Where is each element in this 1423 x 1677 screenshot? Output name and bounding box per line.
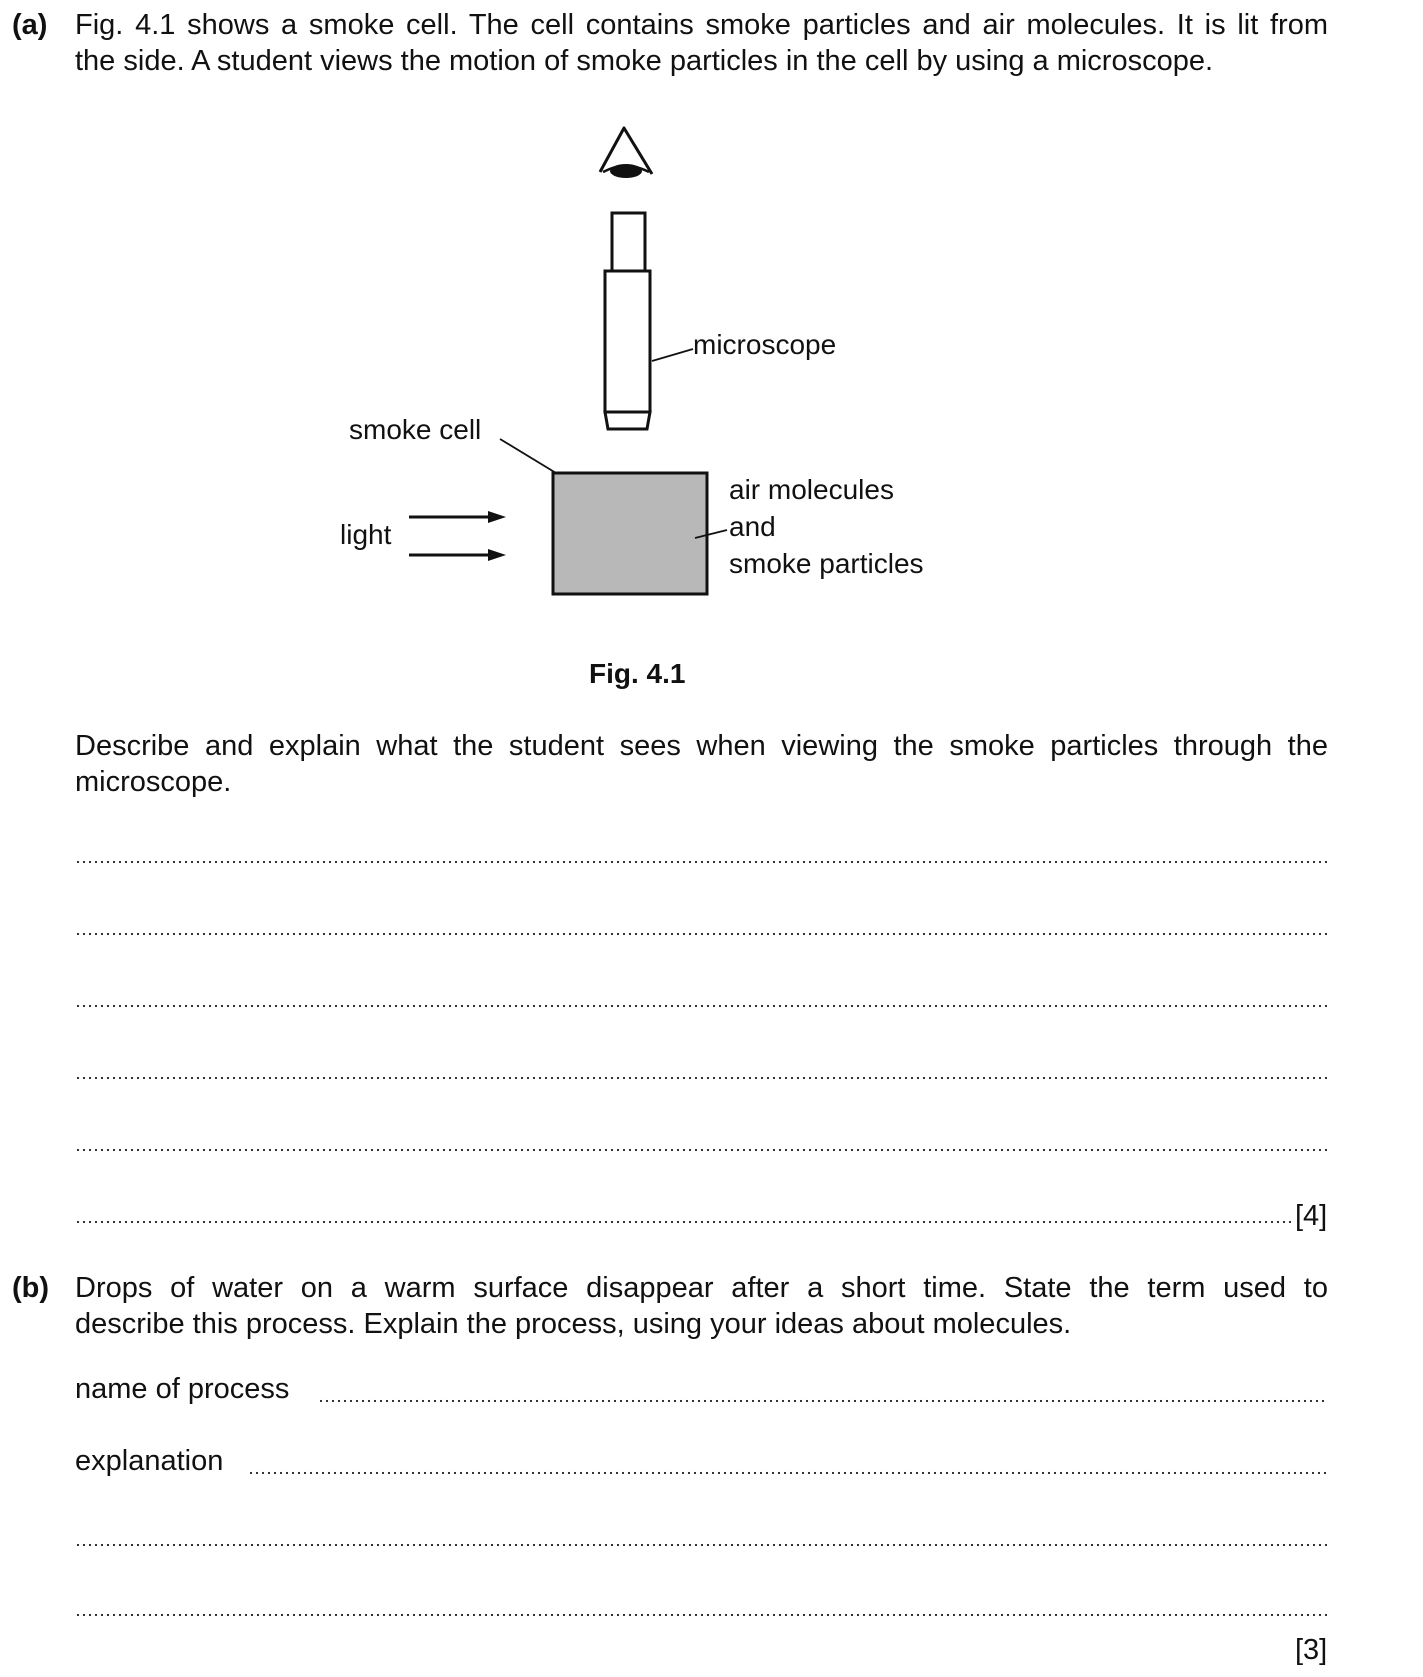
microscope-drawing — [605, 213, 650, 429]
part-a-intro-line-1: Fig. 4.1 shows a smoke cell. The cell contains smoke particles and air molecules. It is lit from — [75, 9, 1328, 41]
name-of-process-label: name of process — [75, 1373, 290, 1405]
part-b-marks: [3] — [1295, 1634, 1328, 1666]
explanation-answer-line-3[interactable] — [75, 1613, 1328, 1617]
answer-line-a-3[interactable] — [75, 1004, 1328, 1008]
part-a-label: (a) — [12, 9, 48, 41]
smoke-cell-leader-line — [500, 439, 556, 473]
microscope-leader-line — [652, 349, 693, 361]
part-b-question-line-1: Drops of water on a warm surface disappear after a short time. State the term used to — [75, 1272, 1328, 1304]
part-a-marks: [4] — [1295, 1200, 1328, 1232]
smoke-cell-label: smoke cell — [349, 414, 482, 445]
name-of-process-answer-line[interactable] — [318, 1399, 1328, 1403]
part-a-question-line-2: microscope. — [75, 766, 232, 798]
part-a-question-line-1: Describe and explain what the student sees when viewing the smoke particles through the — [75, 730, 1328, 762]
microscope-label: microscope — [693, 329, 837, 360]
contents-label-line-1: air molecules — [729, 474, 894, 505]
part-b-question-line-2: describe this process. Explain the process, using your ideas about molecules. — [75, 1308, 1072, 1340]
light-label: light — [340, 519, 392, 550]
fig-4-1-diagram — [0, 0, 1423, 680]
answer-line-a-1[interactable] — [75, 860, 1328, 864]
eye-icon — [600, 128, 652, 178]
part-b-label: (b) — [12, 1272, 50, 1304]
contents-label-line-3: smoke particles — [729, 548, 924, 579]
smoke-cell-box — [553, 473, 707, 594]
answer-line-a-2[interactable] — [75, 932, 1328, 936]
explanation-answer-line-2[interactable] — [75, 1543, 1328, 1547]
explanation-answer-line-1[interactable] — [248, 1471, 1328, 1475]
light-arrows — [409, 511, 506, 561]
answer-line-a-4[interactable] — [75, 1076, 1328, 1080]
answer-line-a-5[interactable] — [75, 1148, 1328, 1152]
figure-caption: Fig. 4.1 — [589, 658, 686, 689]
part-a-intro-line-2: the side. A student views the motion of smoke particles in the cell by using a microscope. — [75, 45, 1214, 77]
answer-line-a-6[interactable] — [75, 1220, 1295, 1224]
contents-label-line-2: and — [729, 511, 776, 542]
explanation-label: explanation — [75, 1445, 224, 1477]
